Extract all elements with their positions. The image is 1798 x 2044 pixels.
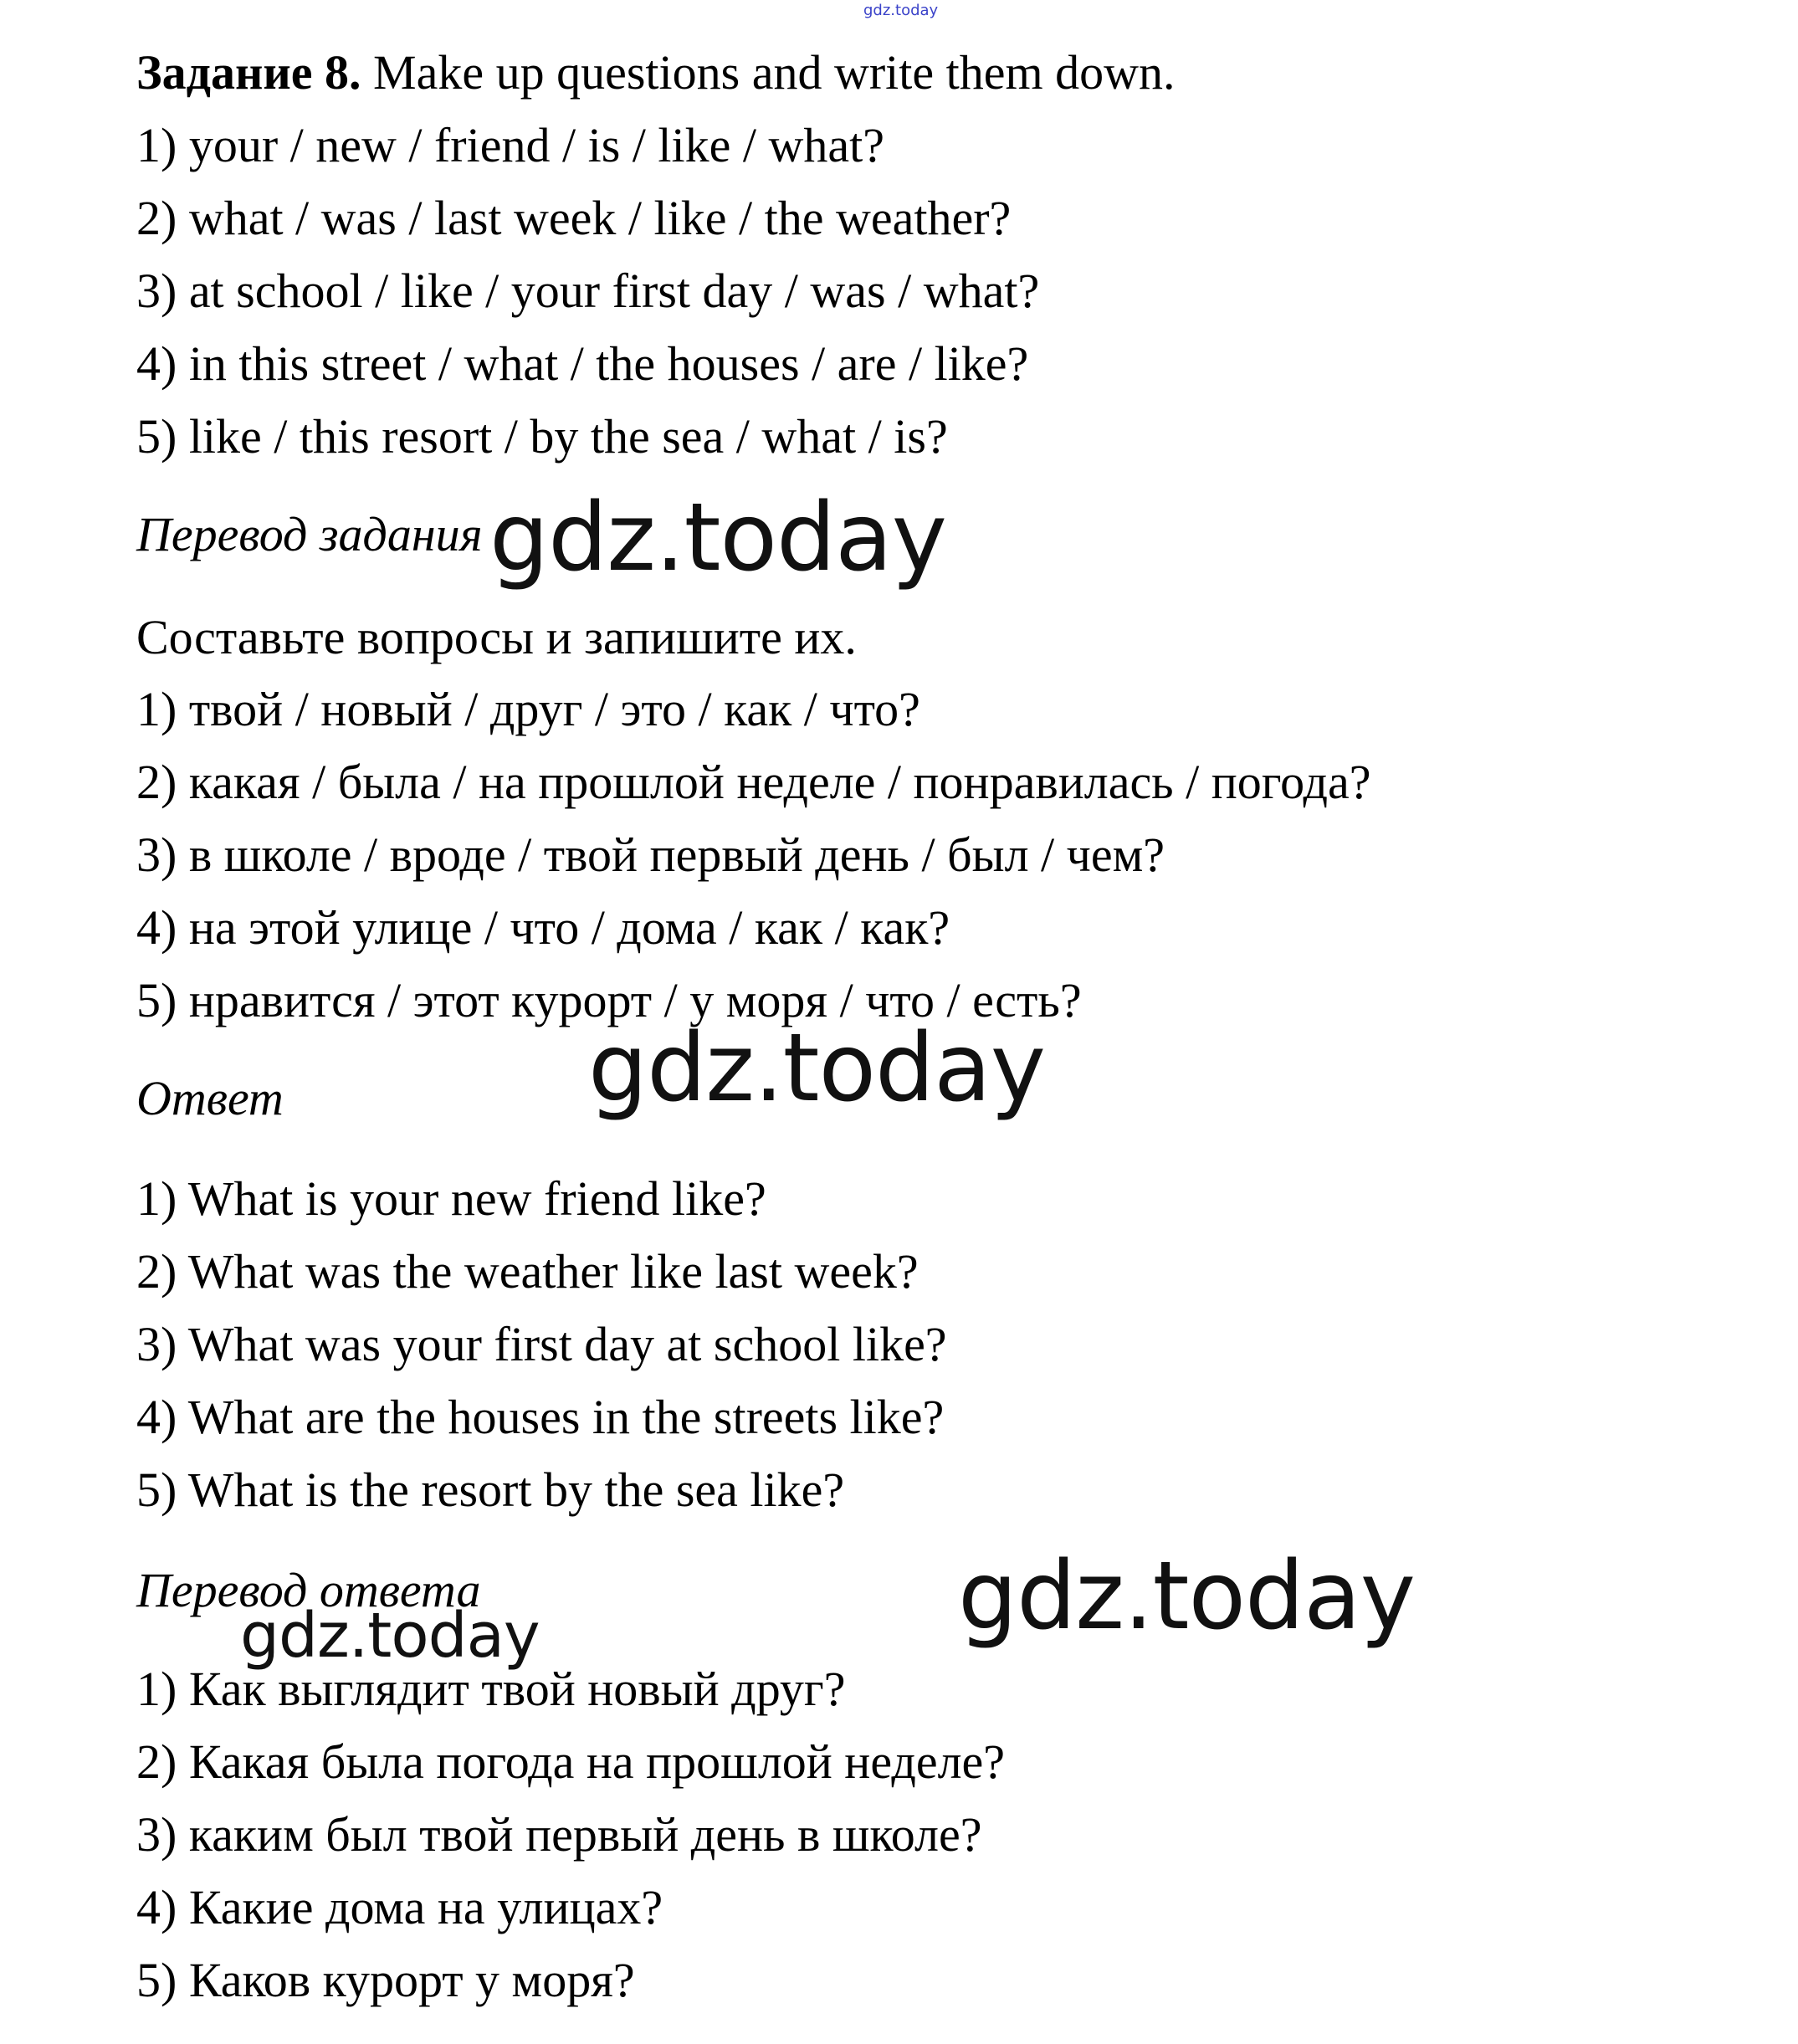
task-translation-item: 5) нравится / этот курорт / у моря / что / есть? <box>136 973 1082 1027</box>
task-label: Задание 8. <box>136 45 361 100</box>
answer-item: 2) What was the weather like last week? <box>136 1244 919 1299</box>
task-instruction: Make up questions and write them down. <box>361 45 1176 100</box>
task-translation-item: 4) на этой улице / что / дома / как / как? <box>136 900 950 955</box>
task-item: 3) at school / like / your first day / was / what? <box>136 264 1040 318</box>
watermark: gdz.today <box>588 1014 1046 1123</box>
task-title <box>136 44 1176 102</box>
task-translation-item: 2) какая / была / на прошлой неделе / понравилась / погода? <box>136 755 1371 809</box>
answer-translation-heading: Перевод ответа <box>136 1563 481 1617</box>
task-translation-heading: Перевод задания <box>136 507 483 561</box>
answer-item: 5) What is the resort by the sea like? <box>136 1463 845 1517</box>
task-item: 2) what / was / last week / like / the weather? <box>136 191 1012 245</box>
answer-translation-item: 4) Какие дома на улицах? <box>136 1880 663 1934</box>
answer-translation-item: 1) Как выглядит твой новый друг? <box>136 1662 846 1716</box>
watermark: gdz.today <box>958 1542 1416 1651</box>
watermark: gdz.today <box>240 1600 540 1672</box>
task-item: 4) in this street / what / the houses / are / like? <box>136 336 1029 391</box>
top-watermark: gdz.today <box>863 2 939 19</box>
task-item: 5) like / this resort / by the sea / what / is? <box>136 409 948 464</box>
answer-translation-item: 3) каким был твой первый день в школе? <box>136 1807 982 1862</box>
answer-translation-item: 2) Какая была погода на прошлой неделе? <box>136 1734 1005 1789</box>
answer-item: 1) What is your new friend like? <box>136 1171 766 1226</box>
answer-item: 3) What was your first day at school like? <box>136 1317 947 1371</box>
watermark: gdz.today <box>489 484 947 592</box>
answer-item: 4) What are the houses in the streets like? <box>136 1390 945 1444</box>
answer-heading: Ответ <box>136 1071 284 1125</box>
answer-translation-item: 5) Каков курорт у моря? <box>136 1953 635 2007</box>
task-translation-item: 1) твой / новый / друг / это / как / что? <box>136 682 920 736</box>
task-translation-instruction: Составьте вопросы и запишите их. <box>136 610 857 664</box>
task-translation-item: 3) в школе / вроде / твой первый день / был / чем? <box>136 827 1165 882</box>
task-item: 1) your / new / friend / is / like / what? <box>136 118 884 172</box>
